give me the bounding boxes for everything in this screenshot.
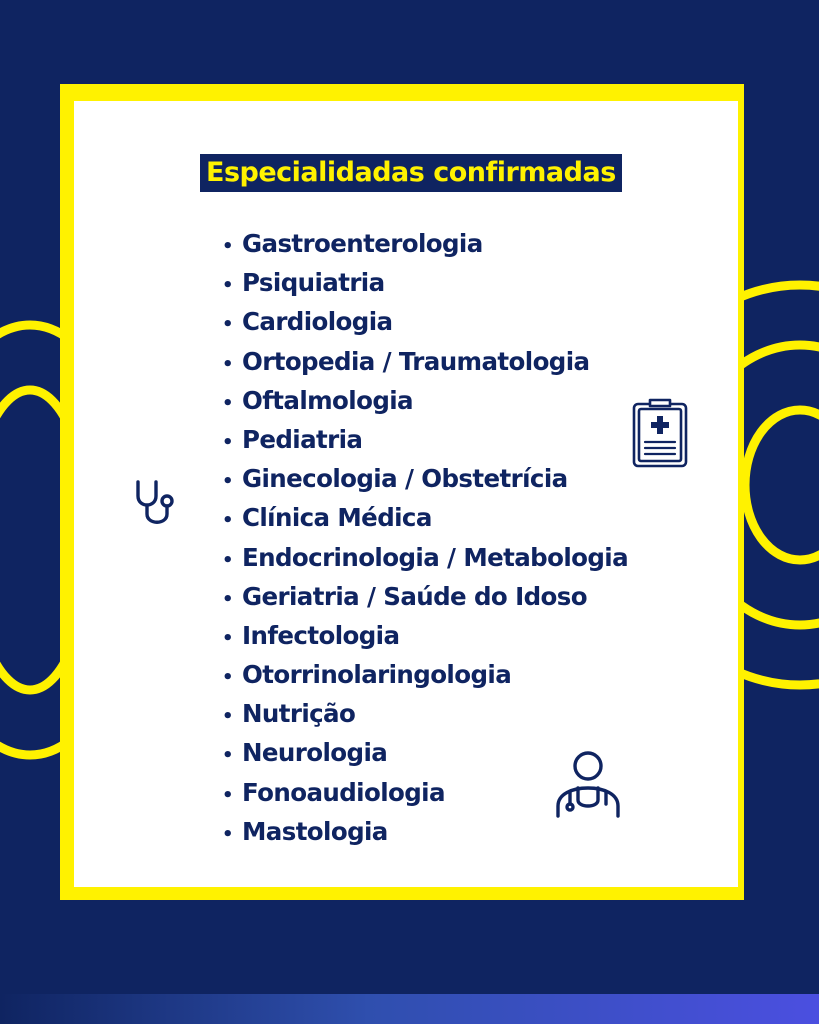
bullet: • <box>222 784 233 806</box>
specialty-label: Geriatria / Saúde do Idoso <box>242 581 587 611</box>
specialty-label: Clínica Médica <box>242 503 432 533</box>
specialty-label: Gastroenterologia <box>242 229 483 258</box>
bullet: • <box>222 431 233 453</box>
bullet: • <box>222 471 233 493</box>
doctor-icon <box>552 750 624 820</box>
specialty-label: Fonoaudiologia <box>242 777 445 807</box>
list-item <box>222 263 628 302</box>
specialty-label: Mastologia <box>242 816 388 846</box>
specialty-label: Psiquiatria <box>242 268 385 298</box>
bullet: • <box>222 353 233 375</box>
clipboard-medical-icon <box>630 398 690 470</box>
list-item <box>222 420 628 459</box>
list-item <box>222 459 628 498</box>
list-item <box>222 342 628 381</box>
list-item <box>222 381 628 420</box>
bullet: • <box>222 745 233 767</box>
list-item <box>222 694 628 733</box>
specialty-label: Neurologia <box>242 738 388 768</box>
specialty-label: Pediatria <box>242 424 363 454</box>
list-item <box>222 302 628 341</box>
specialty-label: Infectologia <box>242 620 400 650</box>
bullet: • <box>222 314 233 336</box>
list-item <box>222 616 628 655</box>
bullet: • <box>222 392 233 414</box>
bullet: • <box>222 275 233 297</box>
specialty-label: Ortopedia / Traumatologia <box>242 346 590 376</box>
specialty-label: Otorrinolaringologia <box>242 660 512 690</box>
list-item <box>222 655 628 694</box>
bullet: • <box>222 667 233 689</box>
bullet: • <box>222 588 233 610</box>
specialty-label: Ginecologia / Obstetrícia <box>242 464 568 494</box>
bullet: • <box>222 706 233 728</box>
bullet: • <box>222 236 233 257</box>
list-item <box>222 577 628 616</box>
specialty-label: Cardiologia <box>242 307 393 337</box>
bullet: • <box>222 549 233 571</box>
bottom-gradient-bar <box>0 994 819 1024</box>
specialty-label: Oftalmologia <box>242 385 413 415</box>
bullet: • <box>222 627 233 649</box>
page-title: Especialidadas confirmadas <box>200 154 622 192</box>
bullet: • <box>222 510 233 532</box>
bullet: • <box>222 823 233 845</box>
specialty-label: Endocrinologia / Metabologia <box>242 542 629 572</box>
list-item <box>222 498 628 537</box>
stethoscope-icon <box>132 478 182 530</box>
list-item <box>222 538 628 577</box>
list-item <box>222 224 628 263</box>
specialty-label: Nutrição <box>242 699 356 729</box>
